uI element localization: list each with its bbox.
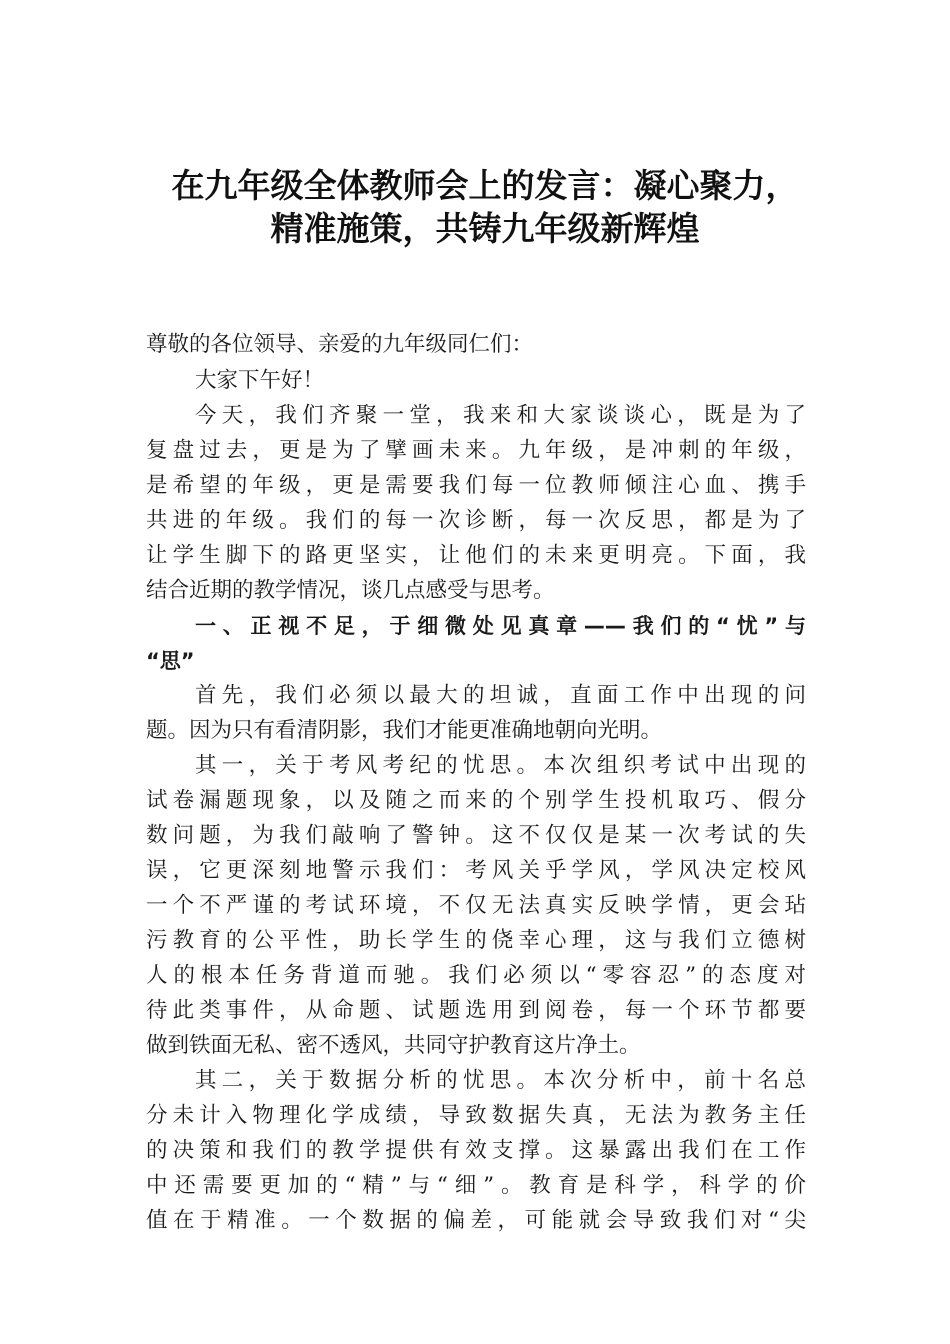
paragraph-line: 值在于精准。一个数据的偏差，可能就会导致我们对“尖 — [146, 1208, 806, 1233]
paragraph-line: 结合近期的教学情况，谈几点感受与思考。 — [146, 578, 555, 603]
paragraph-line: 其二，关于数据分析的忧思。本次分析中，前十名总 — [195, 1068, 806, 1093]
salutation: 尊敬的各位领导、亲爱的九年级同仁们： — [146, 332, 534, 357]
paragraph-line: 题。因为只有看清阴影，我们才能更准确地朝向光明。 — [146, 718, 663, 743]
paragraph-line: 人的根本任务背道而驰。我们必须以“零容忍”的态度对 — [146, 963, 806, 988]
paragraph-line: 首先，我们必须以最大的坦诚，直面工作中出现的问 — [195, 683, 806, 708]
paragraph-line: 其一，关于考风考纪的忧思。本次组织考试中出现的 — [195, 753, 806, 778]
section-heading: “思” — [146, 649, 195, 673]
paragraph-line: 是希望的年级，更是需要我们每一位教师倾注心血、携手 — [146, 473, 806, 498]
paragraph-line: 误，它更深刻地警示我们：考风关乎学风，学风决定校风 — [146, 858, 806, 883]
paragraph-line: 待此类事件，从命题、试题选用到阅卷，每一个环节都要 — [146, 998, 806, 1023]
paragraph-line: 数问题，为我们敲响了警钟。这不仅仅是某一次考试的失 — [146, 823, 806, 848]
paragraph-line: 分未计入物理化学成绩，导致数据失真，无法为教务主任 — [146, 1103, 806, 1128]
paragraph-line: 中还需要更加的“精”与“细”。教育是科学，科学的价 — [146, 1173, 806, 1198]
paragraph-line: 今天，我们齐聚一堂，我来和大家谈谈心，既是为了 — [195, 403, 806, 428]
paragraph-line: 试卷漏题现象，以及随之而来的个别学生投机取巧、假分 — [146, 788, 806, 813]
document-title-line-2: 精准施策，共铸九年级新辉煌 — [270, 209, 700, 248]
paragraph-line: 污教育的公平性，助长学生的侥幸心理，这与我们立德树 — [146, 928, 806, 953]
document-title-line-1: 在九年级全体教师会上的发言：凝心聚力， — [171, 166, 799, 205]
section-heading: 一、正视不足，于细微处见真章——我们的“忧”与 — [195, 614, 806, 638]
paragraph-line: 复盘过去，更是为了擘画未来。九年级，是冲刺的年级， — [146, 438, 806, 463]
paragraph-line: 让学生脚下的路更坚实，让他们的未来更明亮。下面，我 — [146, 543, 806, 568]
paragraph-line: 一个不严谨的考试环境，不仅无法真实反映学情，更会玷 — [146, 893, 806, 918]
paragraph-line: 共进的年级。我们的每一次诊断，每一次反思，都是为了 — [146, 508, 806, 533]
greeting: 大家下午好！ — [195, 368, 325, 393]
paragraph-line: 的决策和我们的教学提供有效支撑。这暴露出我们在工作 — [146, 1138, 806, 1163]
paragraph-line: 做到铁面无私、密不透风，共同守护教育这片净土。 — [146, 1033, 641, 1058]
